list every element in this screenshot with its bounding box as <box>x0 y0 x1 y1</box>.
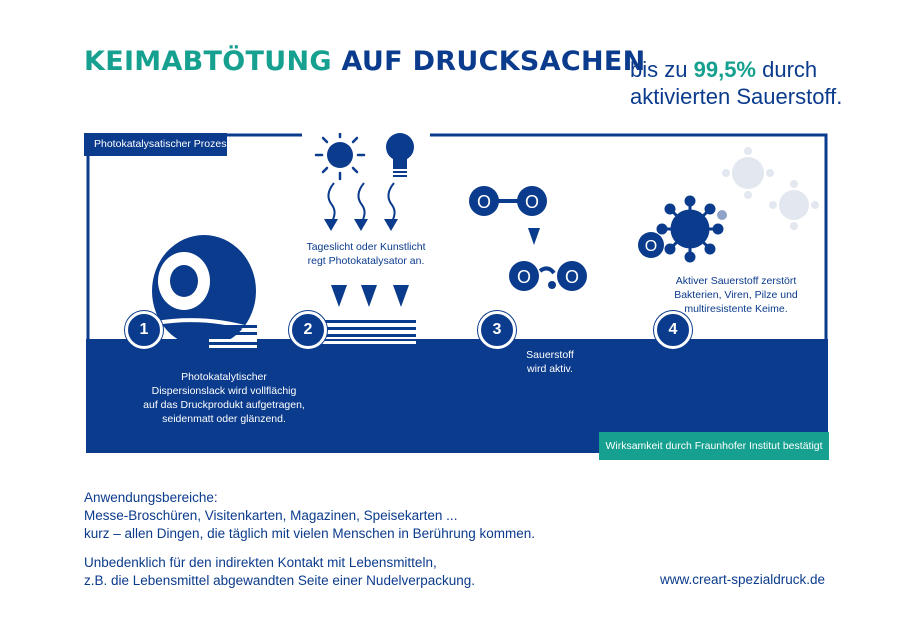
oxygen-molecule-icon <box>469 186 547 216</box>
subtitle <box>630 56 842 110</box>
svg-text:O: O <box>644 238 658 255</box>
credit: ©cre art.de <box>830 390 838 425</box>
title-drucksachen: AUF DRUCKSACHEN <box>341 46 646 77</box>
small-germ-icon <box>717 210 727 220</box>
process-tag: Photokatalysatischer Prozess <box>84 133 227 156</box>
virus-icon <box>658 197 722 261</box>
step-2-text: Tageslicht oder Kunstlicht regt Photokatalysator an. <box>306 241 426 267</box>
svg-text:O: O <box>524 192 540 212</box>
subtitle-percent: 99,5% <box>693 57 756 82</box>
oxygen-atom-icon <box>638 232 664 258</box>
info-line2: kurz – allen Dingen, die täglich mit vielen Menschen in Berührung kommen. <box>84 526 535 541</box>
page-title <box>84 46 646 77</box>
subtitle-suffix: durch <box>762 57 818 82</box>
step-3-badge: 3 <box>478 311 516 349</box>
step-4-text: Aktiver Sauerstoff zerstört Bakterien, Viren, Pilze und multiresistente Keime. <box>674 275 798 315</box>
light-rays-icon <box>328 183 394 225</box>
svg-text:O: O <box>516 267 532 287</box>
info-line4: z.B. die Lebensmittel abgewandten Seite einer Nudelverpackung. <box>84 573 475 588</box>
svg-text:O: O <box>476 192 492 212</box>
subtitle-prefix: bis zu <box>630 57 688 82</box>
active-oxygen-icon <box>509 261 587 291</box>
down-arrows-bottom <box>331 285 409 307</box>
info-line3: Unbedenklich für den indirekten Kontakt mit Lebensmitteln, <box>84 555 437 570</box>
title-keimabtoetung: KEIMABTÖTUNG <box>84 46 332 77</box>
fraunhofer-badge: Wirksamkeit durch Fraunhofer Institut bestätigt <box>599 432 829 460</box>
subtitle-line2: aktivierten Sauerstoff. <box>630 84 843 109</box>
down-arrows-top <box>324 219 398 231</box>
faded-germ-icon <box>722 147 819 230</box>
light-bulb-icon <box>386 133 414 177</box>
svg-text:O: O <box>564 267 580 287</box>
paper-roll-icon <box>152 235 257 348</box>
arrow-down-icon <box>528 228 540 245</box>
step-2-badge: 2 <box>289 311 327 349</box>
info-heading: Anwendungsbereiche: <box>84 490 218 505</box>
step-3-text: Sauerstoff wird aktiv. <box>526 349 574 375</box>
sun-icon <box>316 133 364 179</box>
step-1-badge: 1 <box>125 311 163 349</box>
website-link[interactable]: www.creart-spezialdruck.de <box>660 572 826 587</box>
info-line1: Messe-Broschüren, Visitenkarten, Magazinen, Speisekarten ... <box>84 508 458 523</box>
step-4-badge: 4 <box>654 311 692 349</box>
step-1-text: Photokatalytischer Dispersionslack wird vollflächig auf das Druckprodukt aufgetragen, seidenmatt oder glänzend. <box>143 371 305 425</box>
